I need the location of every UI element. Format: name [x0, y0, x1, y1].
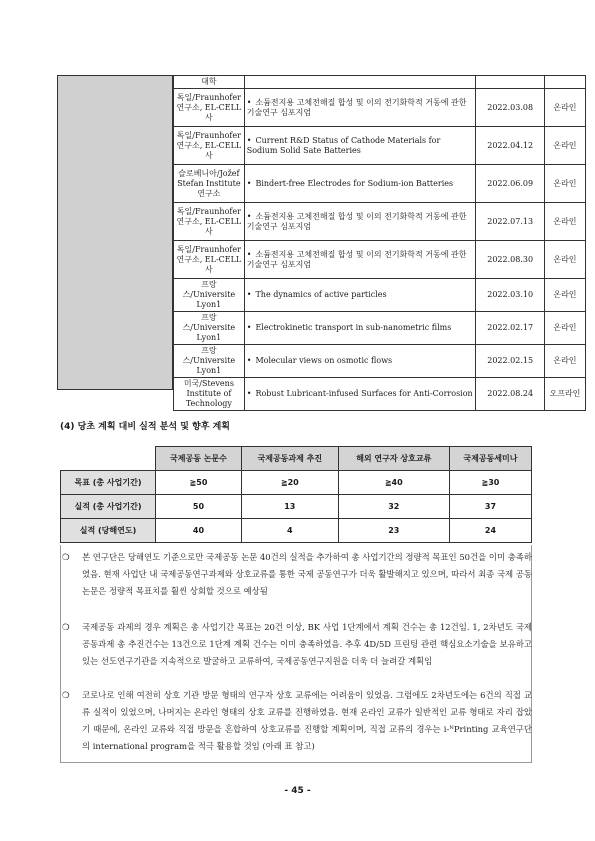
seminar-topic-text: Molecular views on osmotic flows [255, 356, 393, 365]
bullet-icon: • [246, 356, 252, 365]
seminar-date: 2022.08.24 [476, 378, 544, 411]
table-cell: 13 [241, 495, 338, 519]
paragraph-text: 코로나로 인해 여전히 상호 기관 방문 형태의 연구자 상호 교류에는 어려움이 있었음. 그럼에도 2차년도에는 6건의 직접 교류 실적이 있었으며, 나머지는 온라인 형태의 상호 교류를 진행하였음. 현재 온라인 교류가 일반적인 교류 형태로 자리 잡았기 때문에, 온라인 교류와 직접 방문을 혼합하여 상호교류를 진행할 계획이며, 직접 교류의 경우는 i-ᴺPrinting 교육연구단의 international program을 적극 활용할 것임 (아래 표 참고) [82, 690, 532, 751]
seminar-topic-text: The dynamics of active particles [255, 290, 387, 299]
seminar-mode: 온라인 [544, 165, 585, 203]
seminar-mode: 온라인 [544, 312, 585, 345]
seminar-mode: 온라인 [544, 89, 585, 127]
seminar-mode: 온라인 [544, 241, 585, 279]
circle-bullet-icon: ❍ [62, 552, 70, 562]
seminar-mode: 오프라인 [544, 378, 585, 411]
row-label: 실적 (당해연도) [61, 519, 156, 543]
table-cell: 4 [241, 519, 338, 543]
seminar-date: 2022.06.09 [476, 165, 544, 203]
seminar-topic-text: Robust Lubricant-infused Surfaces for Anti-Corrosion [255, 389, 473, 398]
seminar-row [174, 345, 586, 378]
seminar-topic [244, 89, 476, 127]
table-cell: ≧40 [338, 471, 449, 495]
seminar-topic [244, 127, 476, 165]
seminar-org: 독일/Fraunhofer 연구소, EL-CELL 사 [174, 127, 245, 165]
plan-table-header-row [61, 447, 532, 471]
table-cell: 23 [338, 519, 449, 543]
seminar-date: 2022.03.08 [476, 89, 544, 127]
seminar-topic [244, 345, 476, 378]
bullet-icon: • [246, 290, 252, 299]
seminar-org: 독일/Fraunhofer 연구소, EL-CELL 사 [174, 203, 245, 241]
seminar-topic [244, 279, 476, 312]
seminar-date: 2022.07.13 [476, 203, 544, 241]
seminar-topic-text: 소듐전지용 고체전해질 합성 및 이의 전기화학적 거동에 관한 기술연구 심포지엄 [246, 211, 467, 231]
seminar-topic [244, 203, 476, 241]
plan-header-exchange: 해외 연구자 상호교류 [338, 447, 449, 471]
seminar-topic-text: 소듐전지용 고체전해질 합성 및 이의 전기화학적 거동에 관한 기술연구 심포지엄 [246, 97, 467, 117]
bullet-icon: • [246, 178, 252, 188]
plan-row-target [61, 471, 532, 495]
paragraph-text: 국제공동 과제의 경우 계획은 총 사업기간 목표는 20건 이상, BK 사업 1단계에서 계획 건수는 총 12건임. 1, 2차년도 국제공동과제 총 추진건수는 13건으로 1단계 계획 건수는 이미 충족하였음. 추후 4D/5D 프린팅 관련 핵심요소기술을 보유하고 있는 선도연구기관을 지속적으로 발굴하고 교류하여, 국제공동연구지원을 더욱 더 늘려갈 계획임 [82, 622, 532, 666]
seminar-topic-text: Current R&D Status of Cathode Materials for Sodium Solid Sate Batteries [246, 135, 441, 155]
seminar-topic [244, 378, 476, 411]
plan-row-total-result [61, 495, 532, 519]
plan-header-projects: 국제공동과제 추진 [241, 447, 338, 471]
bullet-icon: • [246, 97, 252, 107]
table-cell: ≧50 [156, 471, 242, 495]
section-title: (4) 당초 계획 대비 실적 분석 및 향후 계획 [60, 422, 230, 432]
row-label: 목표 (총 사업기간) [61, 471, 156, 495]
table-left-shaded-column [57, 75, 173, 390]
seminar-org: 독일/Fraunhofer 연구소, EL-CELL 사 [174, 241, 245, 279]
bullet-icon: • [246, 389, 252, 398]
seminar-topic-text: 소듐전지용 고체전해질 합성 및 이의 전기화학적 거동에 관한 기술연구 심포지엄 [246, 249, 467, 269]
seminar-mode [544, 76, 585, 89]
seminar-mode: 온라인 [544, 345, 585, 378]
bullet-icon: • [246, 135, 252, 145]
seminar-row [174, 203, 586, 241]
seminar-row [174, 76, 586, 89]
seminar-topic [244, 165, 476, 203]
table-cell: 24 [449, 519, 531, 543]
bullet-icon: • [246, 249, 252, 259]
seminar-org: 프랑스/Universite Lyon1 [174, 312, 245, 345]
seminar-date [476, 76, 544, 89]
seminar-mode: 온라인 [544, 127, 585, 165]
plan-header-seminar: 국제공동세미나 [449, 447, 531, 471]
seminar-row [174, 241, 586, 279]
seminar-org: 미국/Stevens Institute of Technology [174, 378, 245, 411]
plan-vs-result-table [60, 446, 532, 543]
seminar-table [173, 75, 586, 411]
paragraph-2 [62, 619, 532, 670]
table-cell: ≧20 [241, 471, 338, 495]
seminar-mode: 온라인 [544, 203, 585, 241]
seminar-row [174, 312, 586, 345]
seminar-mode: 온라인 [544, 279, 585, 312]
paragraph-1 [62, 549, 532, 600]
seminar-org: 슬로베니아/Jožef Stefan Institute 연구소 [174, 165, 245, 203]
seminar-org: 프랑스/Universite Lyon1 [174, 345, 245, 378]
seminar-date: 2022.08.30 [476, 241, 544, 279]
paragraph-text: 본 연구단은 당해연도 기준으로만 국제공동 논문 40건의 실적을 추가하여 총 사업기간의 정량적 목표인 50건을 이미 충족하였음. 현재 사업단 내 국제공동연구과제와 상호교류를 통한 국제 공동연구가 더욱 활발해지고 있으며, 따라서 최종 국제 공동 논문은 정량적 목표치를 훨씬 상회할 것으로 예상됨 [82, 552, 532, 596]
table-cell: 50 [156, 495, 242, 519]
page-number: - 45 - [284, 786, 311, 796]
table-cell: 40 [156, 519, 242, 543]
seminar-row [174, 378, 586, 411]
seminar-org: 프랑스/Universite Lyon1 [174, 279, 245, 312]
seminar-topic [244, 312, 476, 345]
table-cell: 37 [449, 495, 531, 519]
seminar-row [174, 279, 586, 312]
seminar-date: 2022.02.15 [476, 345, 544, 378]
seminar-org: 대학 [174, 76, 245, 89]
plan-table-corner [61, 447, 156, 471]
row-label: 실적 (총 사업기간) [61, 495, 156, 519]
circle-bullet-icon: ❍ [62, 690, 70, 700]
seminar-date: 2022.02.17 [476, 312, 544, 345]
seminar-org: 독일/Fraunhofer 연구소, EL-CELL 사 [174, 89, 245, 127]
bullet-icon: • [246, 211, 252, 221]
seminar-date: 2022.04.12 [476, 127, 544, 165]
seminar-row [174, 127, 586, 165]
seminar-topic-text: Bindert-free Electrodes for Sodium-ion Batteries [255, 178, 454, 188]
seminar-topic [244, 241, 476, 279]
table-cell: 32 [338, 495, 449, 519]
seminar-topic-text: Electrokinetic transport in sub-nanometric films [255, 323, 452, 332]
circle-bullet-icon: ❍ [62, 622, 70, 632]
plan-row-year-result [61, 519, 532, 543]
seminar-row [174, 89, 586, 127]
plan-header-papers: 국제공동 논문수 [156, 447, 242, 471]
seminar-date: 2022.03.10 [476, 279, 544, 312]
seminar-row [174, 165, 586, 203]
seminar-topic [244, 76, 476, 89]
paragraph-3 [62, 687, 532, 755]
bullet-icon: • [246, 323, 252, 332]
table-cell: ≧30 [449, 471, 531, 495]
